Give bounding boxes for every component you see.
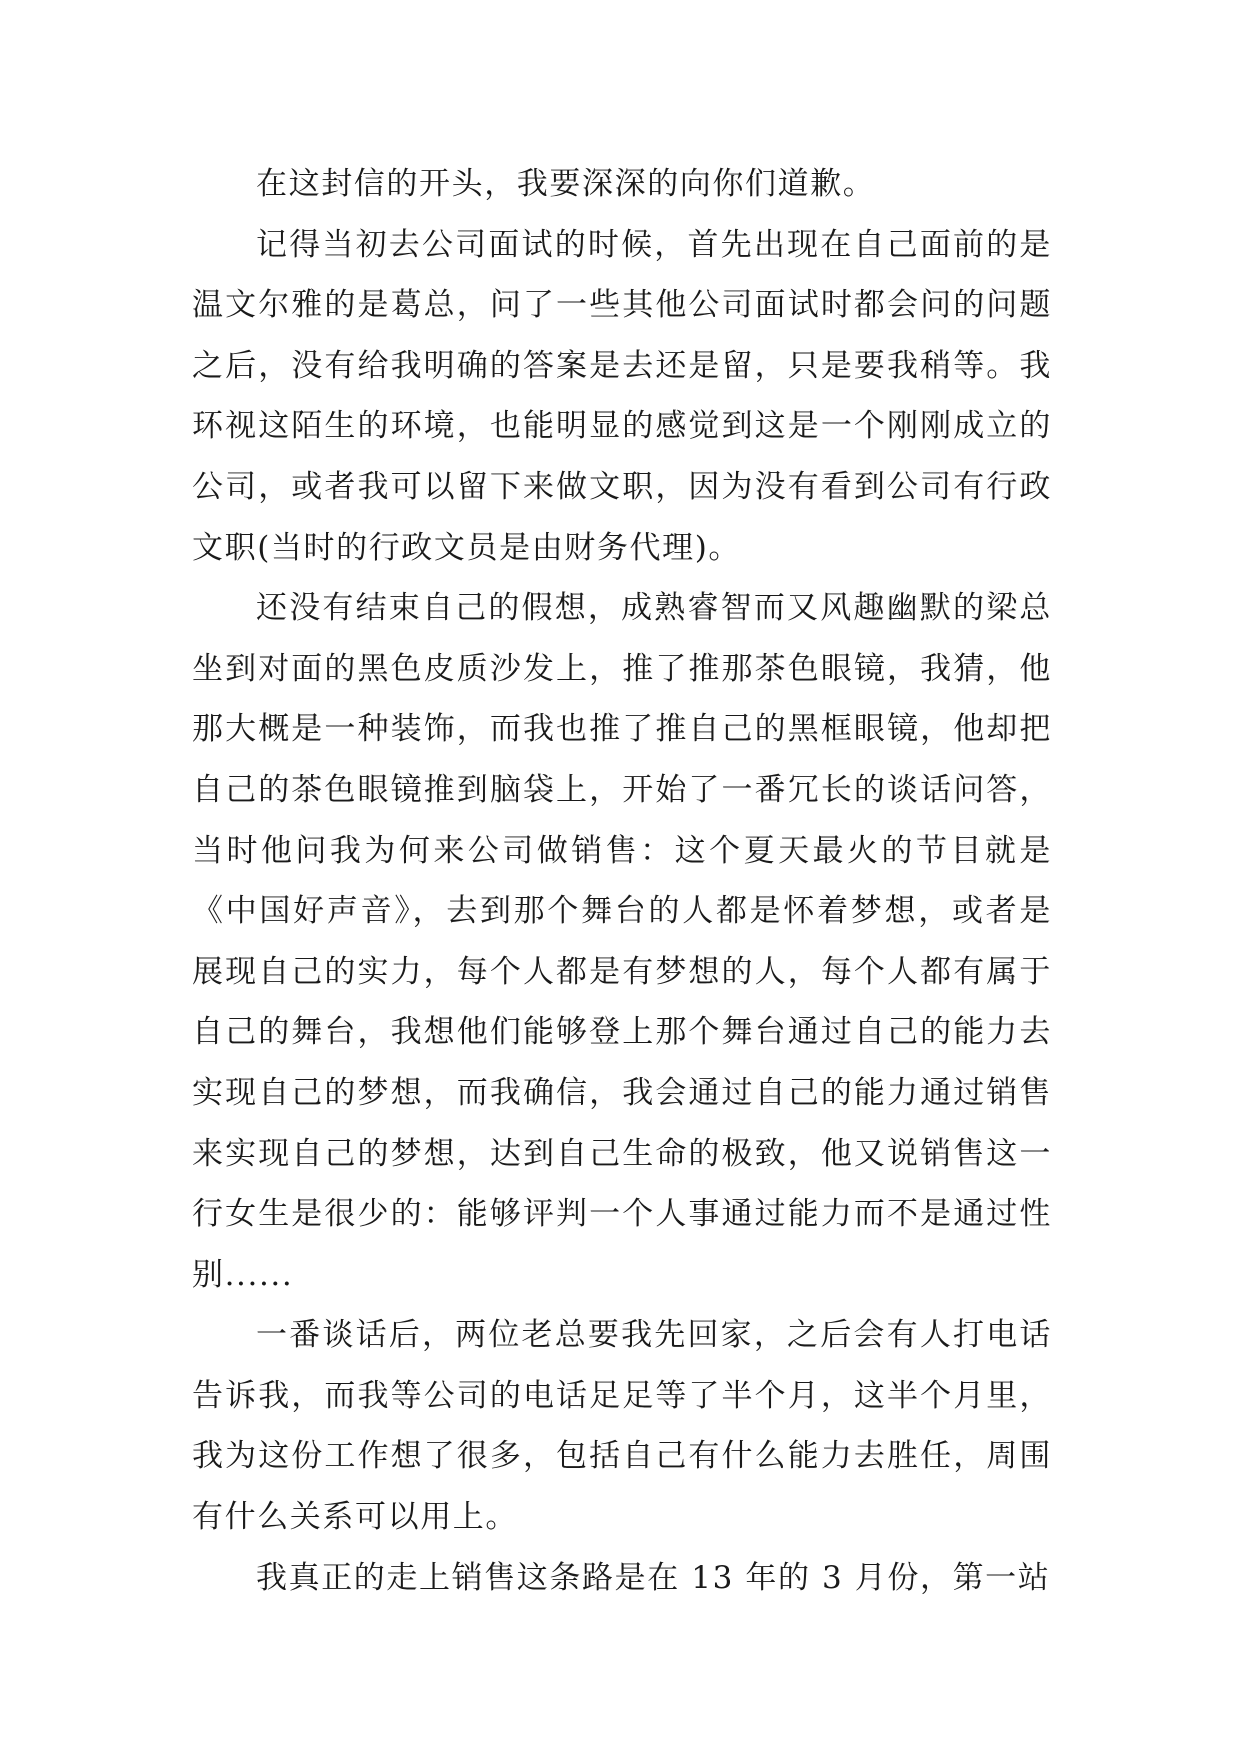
paragraph-apology: 在这封信的开头，我要深深的向你们道歉。 xyxy=(256,166,876,202)
paragraph-sales-start: 我真正的走上销售这条路是在 13 年的 3 月份，第一站 xyxy=(256,1559,1051,1596)
paragraph-conversation: 还没有结束自己的假想，成熟睿智而又风趣幽默的梁总坐到对面的黑色皮质沙发上，推了推那茶色眼镜，我猜，他那大概是一种装饰，而我也推了推自己的黑框眼镜，他却把自己的茶色眼镜推到脑袋上，开始了一番冗长的谈话问答，当时他问我为何来公司做销售：这个夏天最火的节目就是《中国好声音》，去到那个舞台的人都是怀着梦想，或者是展现自己的实力，每个人都是有梦想的人，每个人都有属于自己的舞台，我想他们能够登上那个舞台通过自己的能力去实现自己的梦想，而我确信，我会通过自己的能力通过销售来实现自己的梦想，达到自己生命的极致，他又说销售这一行女生是很少的：能够评判一个人事通过能力而不是通过性别...... xyxy=(192,590,1052,1293)
paragraph-waiting: 一番谈话后，两位老总要我先回家，之后会有人打电话告诉我，而我等公司的电话足足等了半个月，这半个月里，我为这份工作想了很多，包括自己有什么能力去胜任，周围有什么关系可以用上。 xyxy=(192,1317,1052,1536)
paragraph-interview: 记得当初去公司面试的时候，首先出现在自己面前的是温文尔雅的是葛总，问了一些其他公司面试时都会问的问题之后，没有给我明确的答案是去还是留，只是要我稍等。我环视这陌生的环境，也能明显的感觉到这是一个刚刚成立的公司，或者我可以留下来做文职，因为没有看到公司有行政文职(当时的行政文员是由财务代理)。 xyxy=(192,226,1052,566)
letter-body xyxy=(192,154,1052,1608)
